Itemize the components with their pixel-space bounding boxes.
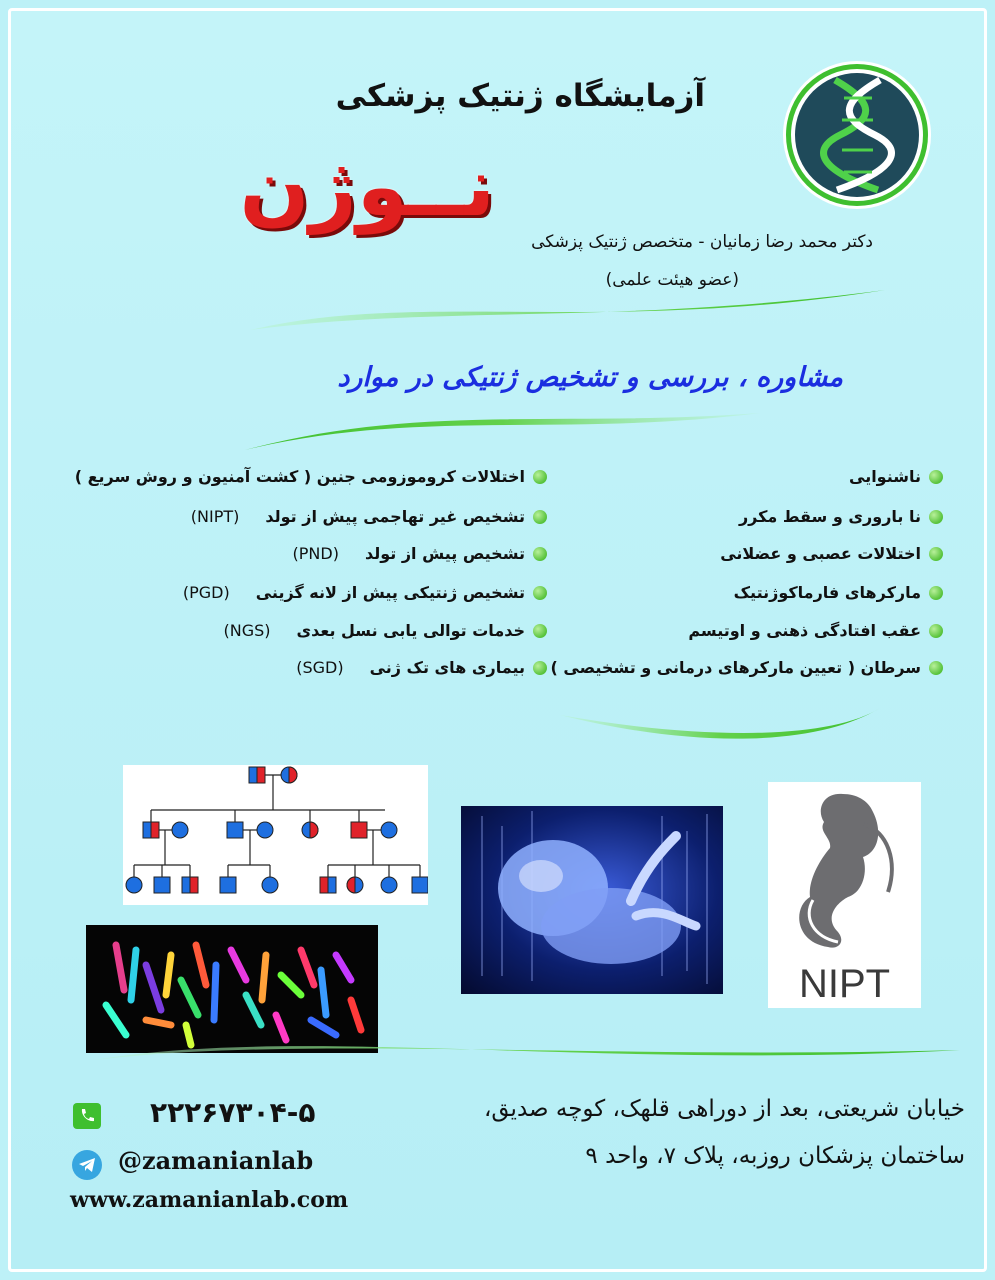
dna-helix-icon — [780, 58, 934, 212]
bullet-icon — [929, 624, 943, 638]
green-swoosh-divider — [0, 700, 995, 760]
service-tag: (NGS) — [223, 621, 271, 640]
service-item — [296, 658, 547, 677]
service-item — [551, 658, 943, 677]
telegram-handle: @zamanianlab — [118, 1146, 314, 1175]
service-label: تشخیص پیش از تولد — [364, 544, 525, 563]
service-label: تشخیص ژنتیکی پیش از لانه گزینی — [255, 583, 525, 602]
lab-title: آزمایشگاه ژنتیک پزشکی — [335, 78, 705, 114]
service-label: اختلالات عصبی و عضلانی — [720, 544, 921, 563]
service-label: مارکرهای فارماکوژنتیک — [733, 583, 921, 602]
nipt-image — [768, 782, 921, 1008]
telegram-icon — [72, 1150, 102, 1180]
fetus-image — [461, 806, 723, 994]
bullet-icon — [929, 547, 943, 561]
bullet-icon — [929, 586, 943, 600]
service-tag: (PND) — [292, 544, 339, 563]
phone-icon — [73, 1103, 101, 1129]
service-label: تشخیص غیر تهاجمی پیش از تولد — [265, 507, 525, 526]
bullet-icon — [533, 547, 547, 561]
pregnant-silhouette-icon — [768, 782, 921, 962]
bullet-icon — [533, 470, 547, 484]
service-label: اختلالات کروموزومی جنین ( کشت آمنیون و روش سریع ) — [74, 467, 525, 486]
service-label: سرطان ( تعیین مارکرهای درمانی و تشخیصی ) — [550, 658, 921, 677]
pedigree-chart — [123, 765, 428, 905]
service-label: بیماری های تک ژنی — [369, 658, 525, 677]
brand-name: نــوژن — [239, 140, 495, 235]
service-label: ناشنوایی — [849, 467, 921, 486]
service-tag: (PGD) — [182, 583, 230, 602]
website-link: www.zamanianlab.com — [70, 1187, 349, 1213]
address-line-2: ساختمان پزشکان روزبه، پلاک ۷، واحد ۹ — [585, 1143, 965, 1169]
services-headline: مشاوره ، بررسی و تشخیص ژنتیکی در موارد — [337, 362, 843, 393]
bullet-icon — [533, 661, 547, 675]
green-swoosh-divider — [0, 285, 995, 355]
service-item — [720, 544, 943, 563]
bullet-icon — [929, 661, 943, 675]
service-label: عقب افتادگی ذهنی و اوتیسم — [688, 621, 921, 640]
green-swoosh-divider — [0, 1020, 995, 1080]
bullet-icon — [533, 624, 547, 638]
bullet-icon — [533, 510, 547, 524]
service-tag: (NIPT) — [190, 507, 240, 526]
doctor-line: دکتر محمد رضا زمانیان - متخصص ژنتیک پزشکی — [531, 232, 873, 252]
bullet-icon — [533, 586, 547, 600]
nipt-caption: NIPT — [798, 962, 891, 1006]
green-swoosh-divider — [0, 398, 995, 458]
service-tag: (SGD) — [296, 658, 344, 677]
phone-number: ۲۲۲۶۷۳۰۴-۵ — [150, 1096, 316, 1129]
address-line-1: خیابان شریعتی، بعد از دوراهی قلهک، کوچه صدیق، — [483, 1096, 965, 1122]
service-item — [849, 467, 943, 486]
service-label: نا باروری و سقط مکرر — [738, 507, 921, 526]
service-item — [739, 507, 943, 526]
member-line: (عضو هیئت علمی) — [605, 270, 739, 290]
service-label: خدمات توالی یابی نسل بعدی — [296, 621, 525, 640]
service-item — [75, 467, 547, 486]
service-item — [688, 621, 943, 640]
service-item — [223, 621, 547, 640]
service-item — [293, 544, 547, 563]
service-item — [183, 583, 547, 602]
bullet-icon — [929, 470, 943, 484]
bullet-icon — [929, 510, 943, 524]
service-item — [734, 583, 943, 602]
service-item — [191, 507, 547, 526]
